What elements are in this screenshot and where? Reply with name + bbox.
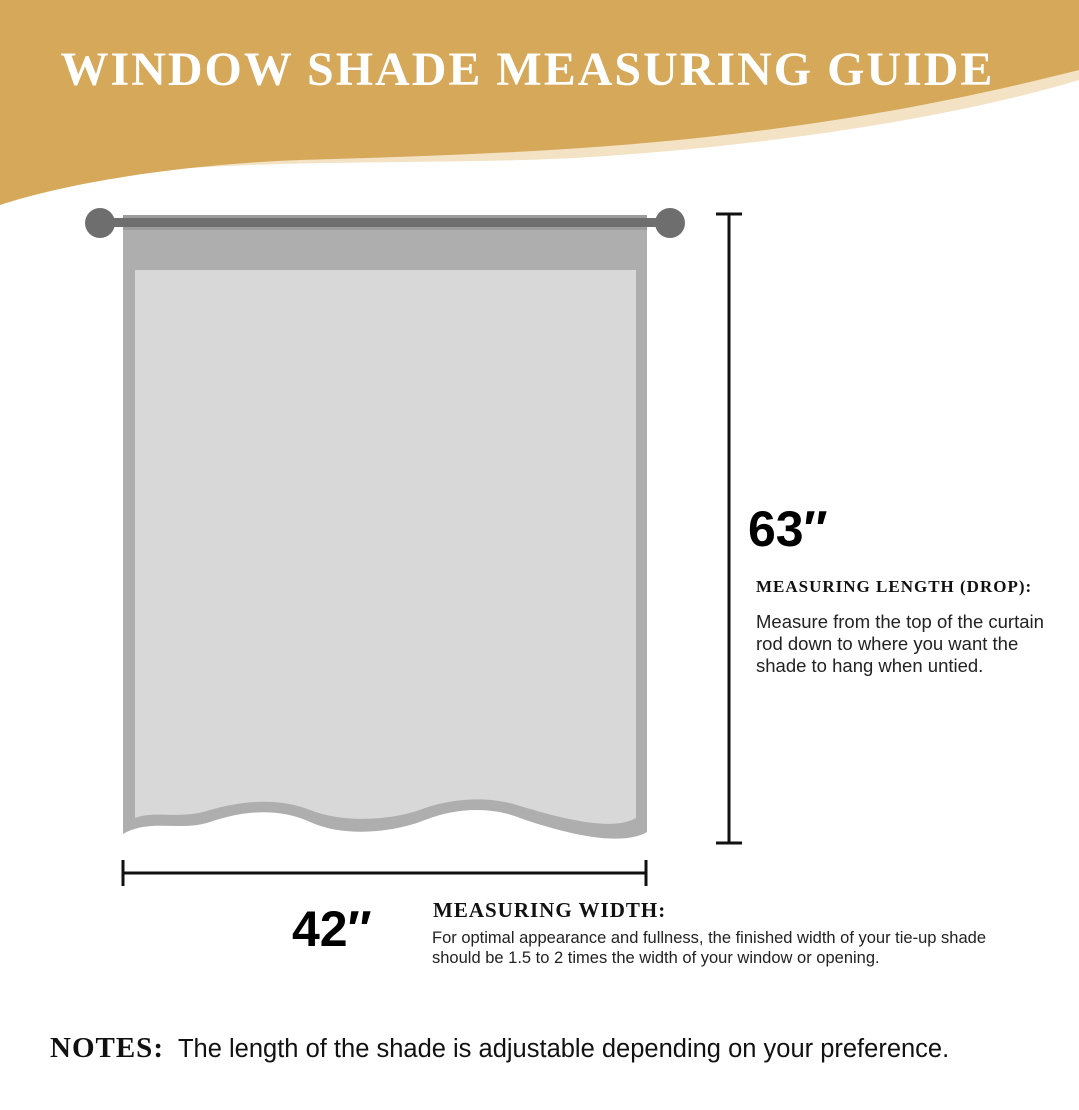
- width-value: 42″: [292, 901, 372, 957]
- width-heading: MEASURING WIDTH:: [433, 898, 667, 922]
- rod-finial-right: [655, 208, 685, 238]
- notes-text: The length of the shade is adjustable depending on your preference.: [177, 1035, 950, 1063]
- length-description: Measure from the top of the curtain rod down to where you want the shade to hang when untied.: [756, 611, 1044, 676]
- rod-finial-left: [85, 208, 115, 238]
- width-description: For optimal appearance and fullness, the finished width of your tie-up shade should be 1.5 to 2 times the width of your window or opening.: [432, 929, 986, 967]
- length-value: 63″: [748, 501, 828, 557]
- notes: [50, 1032, 1070, 1065]
- page-title: WINDOW SHADE MEASURING GUIDE: [60, 43, 995, 96]
- length-heading: MEASURING LENGTH (DROP):: [756, 577, 1033, 596]
- shade-panel: [135, 270, 636, 824]
- curtain-rod: [100, 218, 670, 227]
- notes-label: NOTES:: [50, 1032, 164, 1064]
